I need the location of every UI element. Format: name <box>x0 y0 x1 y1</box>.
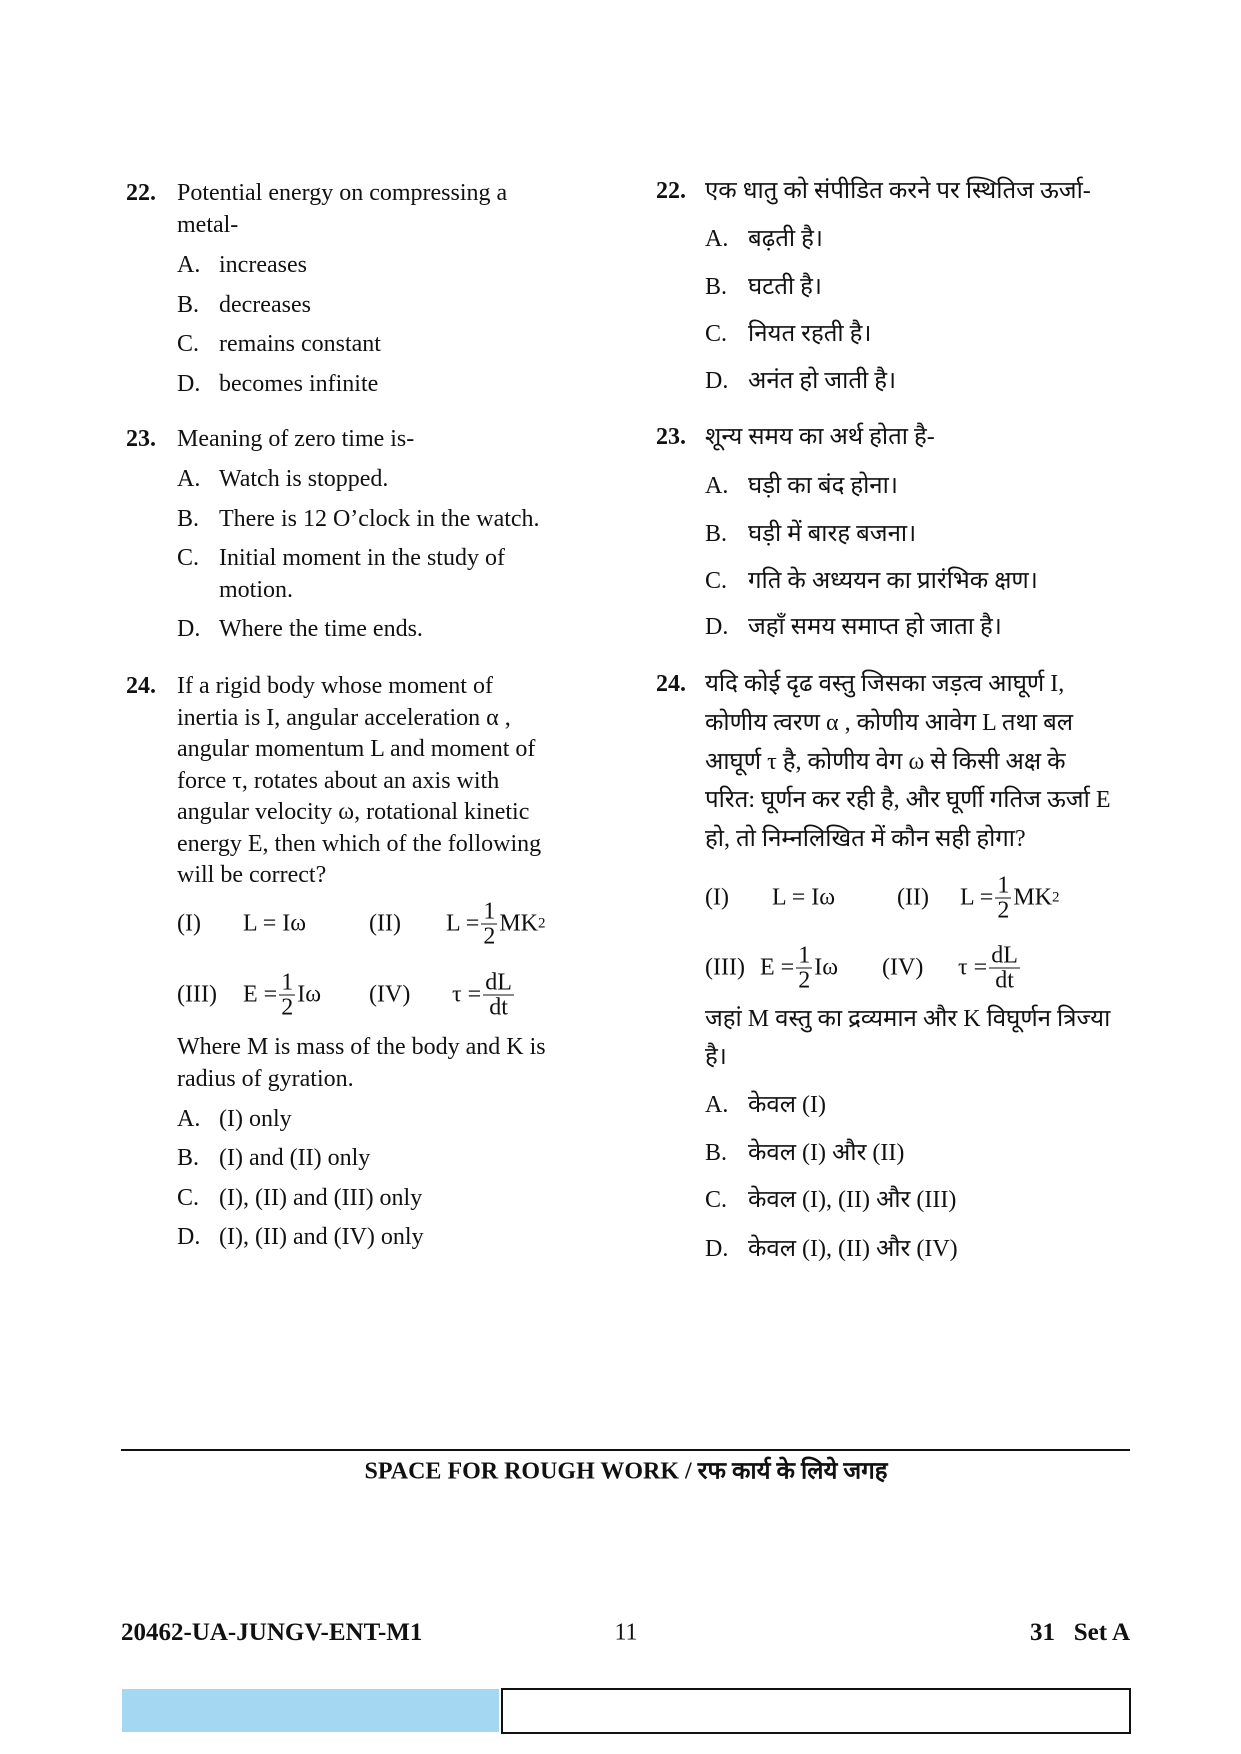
option-letter: B. <box>705 521 728 547</box>
formula-label: (III) <box>705 954 745 981</box>
formula-rhs: MK <box>499 910 538 937</box>
question-text: energy E, then which of the following <box>177 830 542 857</box>
question-text: परित: घूर्णन कर रही है, और घूर्णी गतिज ऊर्जा E <box>705 787 1111 814</box>
formula-lhs: E = <box>243 981 278 1008</box>
option-letter: D. <box>705 614 729 640</box>
question-text: कोणीय त्वरण α , कोणीय आवेग L तथा बल <box>705 709 1074 736</box>
formula-label: (III) <box>177 981 217 1008</box>
option-letter: A. <box>177 466 201 492</box>
option-letter: A. <box>705 473 729 499</box>
numerator: 1 <box>281 969 294 996</box>
formula-rhs: Iω <box>814 954 838 981</box>
option-text: Where the time ends. <box>219 616 423 642</box>
exponent: 2 <box>1051 889 1060 906</box>
option-text: केवल (I) और (II) <box>748 1140 905 1166</box>
question-note: है। <box>705 1044 727 1070</box>
option-text: केवल (I), (II) और (III) <box>748 1187 957 1213</box>
option-letter: C. <box>177 1185 200 1211</box>
question-text: यदि कोई दृढ वस्तु जिसका जड़त्व आघूर्ण I, <box>705 671 1065 697</box>
question-text: will be correct? <box>177 862 327 888</box>
question-number: 22. <box>656 178 686 204</box>
formula-label: (IV) <box>369 981 411 1008</box>
option-text: घड़ी में बारह बजना। <box>748 521 917 547</box>
option-letter: D. <box>177 1224 201 1250</box>
hi-formula <box>772 885 835 912</box>
option-letter: C. <box>705 568 728 594</box>
question-text: If a rigid body whose moment of <box>177 673 493 699</box>
question-text: एक धातु को संपीडित करने पर स्थितिज ऊर्जा- <box>705 178 1091 204</box>
question-text: Meaning of zero time is- <box>177 426 415 452</box>
option-letter: C. <box>705 321 728 347</box>
option-text: (I) and (II) only <box>219 1145 371 1171</box>
exponent: 2 <box>537 915 546 932</box>
formula-lhs: L = <box>960 884 994 911</box>
formula-lhs: τ = <box>958 954 988 981</box>
numerator: dL <box>991 942 1018 969</box>
en-formula <box>452 971 516 1020</box>
option-text: (I), (II) and (IV) only <box>219 1224 424 1250</box>
fraction <box>279 971 295 1020</box>
option-letter: A. <box>705 1092 729 1118</box>
option-text: motion. <box>219 577 294 603</box>
formula-label: (IV) <box>882 954 924 981</box>
question-number: 23. <box>656 424 686 450</box>
en-formula <box>243 911 306 938</box>
option-letter: D. <box>705 368 729 394</box>
question-text: शून्य समय का अर्थ होता है- <box>705 424 935 450</box>
fraction <box>796 944 812 993</box>
blank-box <box>501 1688 1131 1734</box>
question-text: metal- <box>177 211 239 238</box>
formula-rhs: Iω <box>297 981 321 1008</box>
option-text: (I), (II) and (III) only <box>219 1185 423 1211</box>
option-text: increases <box>219 252 307 278</box>
color-strip <box>122 1689 499 1732</box>
option-text: घटती है। <box>748 274 823 300</box>
option-letter: D. <box>177 616 201 642</box>
option-letter: D. <box>705 1236 729 1262</box>
option-letter: B. <box>177 292 200 318</box>
option-text: decreases <box>219 292 311 318</box>
option-text: नियत रहती है। <box>748 321 872 347</box>
fraction <box>995 874 1011 923</box>
question-text: हो, तो निम्नलिखित में कौन सही होगा? <box>705 826 1026 853</box>
option-text: remains constant <box>219 331 381 357</box>
option-text: घड़ी का बंद होना। <box>748 473 898 499</box>
option-text: Watch is stopped. <box>219 466 389 492</box>
option-text: जहाँ समय समाप्त हो जाता है। <box>748 614 1002 640</box>
question-note: जहां M वस्तु का द्रव्यमान और K विघूर्णन त्रिज्या <box>705 1006 1111 1032</box>
question-number: 24. <box>126 673 156 699</box>
option-text: Initial moment in the study of <box>219 545 505 571</box>
option-text: becomes infinite <box>219 371 379 397</box>
formula-lhs: L = <box>446 910 480 937</box>
rough-work-heading: SPACE FOR ROUGH WORK / रफ कार्य के लिये जगह <box>364 1458 888 1485</box>
question-note: Where M is mass of the body and K is <box>177 1034 546 1060</box>
question-note: radius of gyration. <box>177 1065 354 1092</box>
option-text: बढ़ती है। <box>748 226 823 252</box>
denominator: dt <box>995 967 1014 994</box>
footer-page-number: 11 <box>614 1619 638 1646</box>
numerator: 1 <box>798 942 811 969</box>
formula-label: (I) <box>705 884 729 911</box>
hi-formula <box>960 874 1059 923</box>
footer-code: 20462-UA-JUNGV-ENT-M1 <box>121 1619 423 1646</box>
denominator: 2 <box>798 967 811 994</box>
denominator: dt <box>489 994 508 1021</box>
option-letter: C. <box>177 331 200 357</box>
question-number: 23. <box>126 426 156 452</box>
formula-label: (II) <box>369 910 401 937</box>
numerator: dL <box>485 969 512 996</box>
option-letter: A. <box>177 252 201 278</box>
option-text: (I) only <box>219 1106 292 1132</box>
option-letter: B. <box>177 1145 200 1171</box>
hi-formula <box>760 944 838 993</box>
formula-rhs: MK <box>1013 884 1052 911</box>
numerator: 1 <box>483 898 496 925</box>
question-text: आघूर्ण τ है, कोणीय वेग ω से किसी अक्ष के <box>705 748 1066 775</box>
formula-label: (II) <box>897 884 929 911</box>
en-formula <box>243 971 321 1020</box>
rough-work-divider <box>121 1449 1130 1451</box>
option-letter: C. <box>177 545 200 571</box>
question-text: angular velocity ω, rotational kinetic <box>177 799 530 825</box>
denominator: 2 <box>997 897 1010 924</box>
numerator: 1 <box>997 872 1010 899</box>
question-text: force τ, rotates about an axis with <box>177 767 500 794</box>
option-letter: D. <box>177 371 201 397</box>
option-text: केवल (I) <box>748 1092 827 1118</box>
en-formula <box>446 900 545 949</box>
fraction <box>483 971 514 1020</box>
formula-lhs: L = Iω <box>243 910 307 937</box>
fraction <box>989 944 1020 993</box>
question-number: 22. <box>126 180 156 206</box>
option-letter: B. <box>705 274 728 300</box>
option-text: गति के अध्ययन का प्रारंभिक क्षण। <box>748 568 1038 594</box>
formula-label: (I) <box>177 910 201 937</box>
option-letter: B. <box>705 1140 728 1166</box>
option-letter: B. <box>177 506 200 532</box>
option-text: केवल (I), (II) और (IV) <box>748 1236 958 1262</box>
formula-lhs: τ = <box>452 981 482 1008</box>
option-letter: A. <box>705 226 729 252</box>
fraction <box>481 900 497 949</box>
denominator: 2 <box>483 923 496 950</box>
formula-lhs: E = <box>760 954 795 981</box>
question-text: inertia is I, angular acceleration α , <box>177 704 511 731</box>
option-letter: A. <box>177 1106 201 1132</box>
question-number: 24. <box>656 671 686 697</box>
hi-formula <box>958 944 1022 993</box>
formula-lhs: L = Iω <box>772 884 836 911</box>
question-text: angular momentum L and moment of <box>177 736 536 762</box>
denominator: 2 <box>281 994 294 1021</box>
option-text: There is 12 O’clock in the watch. <box>219 506 540 532</box>
footer-set: 31 Set A <box>1030 1619 1130 1646</box>
option-text: अनंत हो जाती है। <box>748 368 897 394</box>
option-letter: C. <box>705 1187 728 1213</box>
question-text: Potential energy on compressing a <box>177 180 508 206</box>
